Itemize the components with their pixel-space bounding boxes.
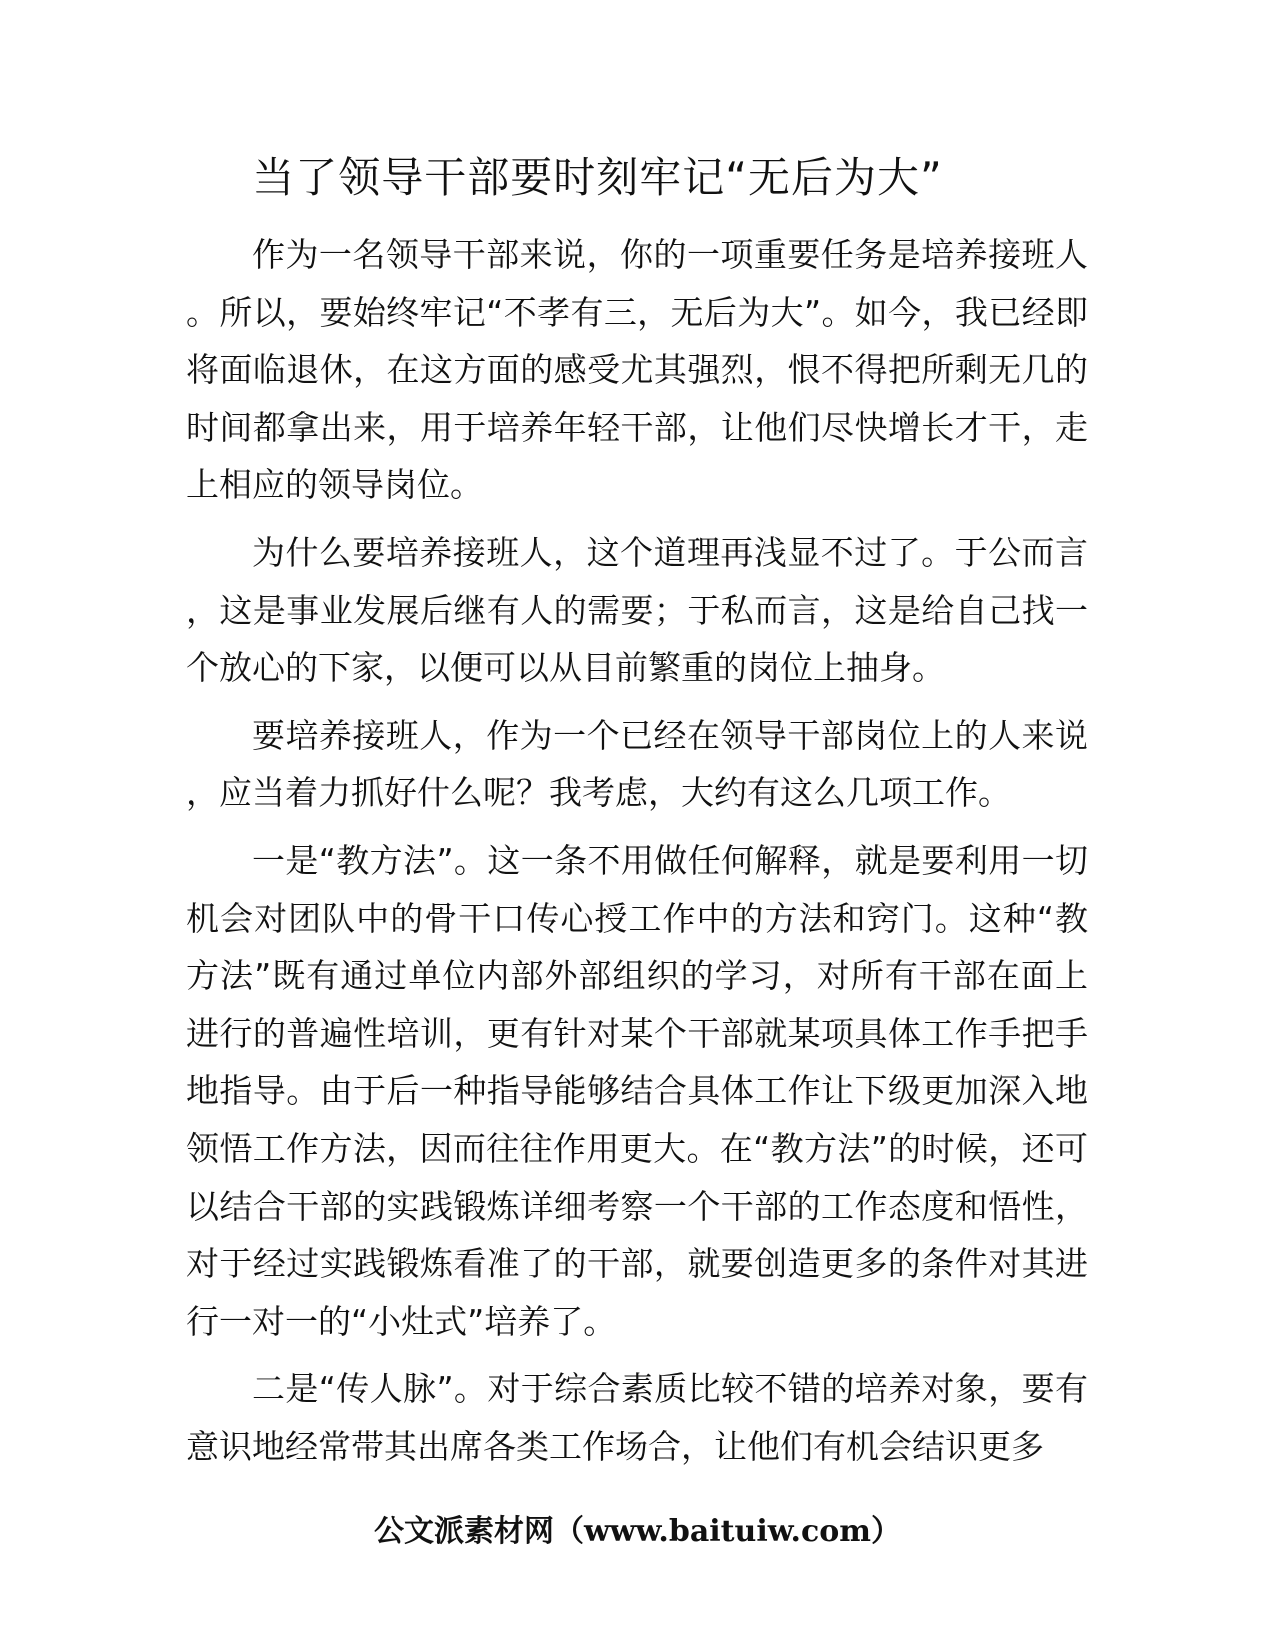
document-title: 当了领导干部要时刻牢记“无后为大” [252, 153, 943, 202]
paragraph-5: 二是“传人脉”。对于综合素质比较不错的培养对象，要有意识地经常带其出席各类工作场合，让他们有机会结识更多 [186, 1369, 1088, 1466]
document-body [186, 226, 1088, 1485]
paragraph-4: 一是“教方法”。这一条不用做任何解释，就是要利用一切机会对团队中的骨干口传心授工作中的方法和窍门。这种“教方法”既有通过单位内部外部组织的学习，对所有干部在面上进行的普遍性培训，更有针对某个干部就某项具体工作手把手地指导。由于后一种指导能够结合具体工作让下级更加深入地领悟工作方法，因而往往作用更大。在“教方法”的时候，还可以结合干部的实践锻炼详细考察一个干部的工作态度和悟性，对于经过实践锻炼看准了的干部，就要创造更多的条件对其进行一对一的“小灶式”培养了。 [186, 840, 1088, 1341]
paragraph-3: 要培养接班人，作为一个已经在领导干部岗位上的人来说，应当着力抓好什么呢？我考虑，大约有这么几项工作。 [186, 715, 1088, 813]
paragraph-2: 为什么要培养接班人，这个道理再浅显不过了。于公而言，这是事业发展后继有人的需要；于私而言，这是给自己找一个放心的下家，以便可以从目前繁重的岗位上抽身。 [186, 532, 1088, 688]
footer-watermark: 公文派素材网（www.baituiw.com） [373, 1514, 902, 1549]
paragraph-1: 作为一名领导干部来说，你的一项重要任务是培养接班人。所以，要始终牢记“不孝有三，无后为大”。如今，我已经即将面临退休，在这方面的感受尤其强烈，恨不得把所剩无几的时间都拿出来，用于培养年轻干部，让他们尽快增长才干，走上相应的领导岗位。 [186, 235, 1088, 505]
